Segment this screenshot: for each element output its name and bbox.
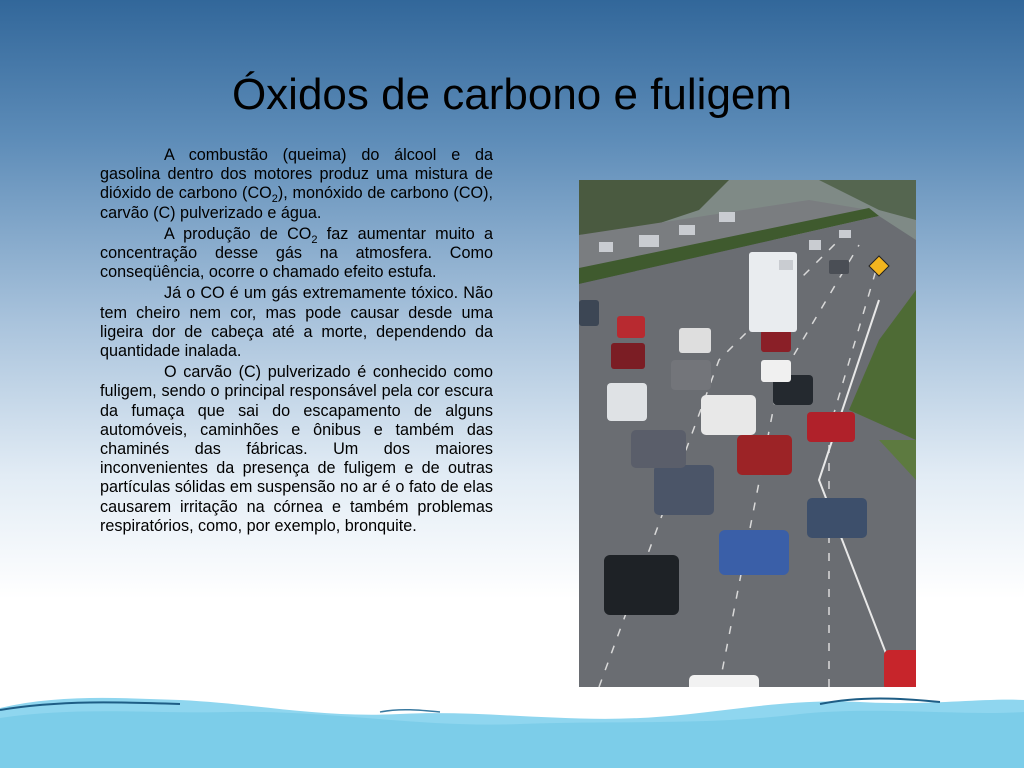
slide-body-text [100, 146, 493, 538]
slide-title: Óxidos de carbono e fuligem [231, 70, 793, 119]
paragraph-soot: O carvão (C) pulverizado é conhecido como fuligem, sendo o principal responsável pela cor escura da fumaça que sai do escapamento de alguns automóveis, caminhões e ônibus e também das chaminés das fábricas. Um dos maiores inconvenientes da presença de fuligem e de outras partículas sólidas em suspensão no ar é o fato de elas causarem irritação na córnea e também problemas respiratórios, como, por exemplo, bronquite. [100, 363, 493, 535]
paragraph-co-toxic: Já o CO é um gás extremamente tóxico. Não tem cheiro nem cor, mas pode causar desde uma ligeira dor de cabeça até a morte, dependendo da quantidade inalada. [100, 284, 493, 361]
paragraph-combustion: A combustão (queima) do álcool e da gasolina dentro dos motores produz uma mistura de dióxido de carbono $(CO_2)$, monóxido de carbono (CO), carvão (C) pulverizado e água. [100, 146, 493, 222]
highway-traffic-photo [579, 180, 916, 687]
water-wave-decoration [0, 688, 1024, 768]
paragraph-co2-effect: A produção de $CO_2$ faz aumentar muito a concentração desse gás na atmosfera. Como conseqüência, ocorre o chamado efeito estufa. [100, 224, 493, 282]
